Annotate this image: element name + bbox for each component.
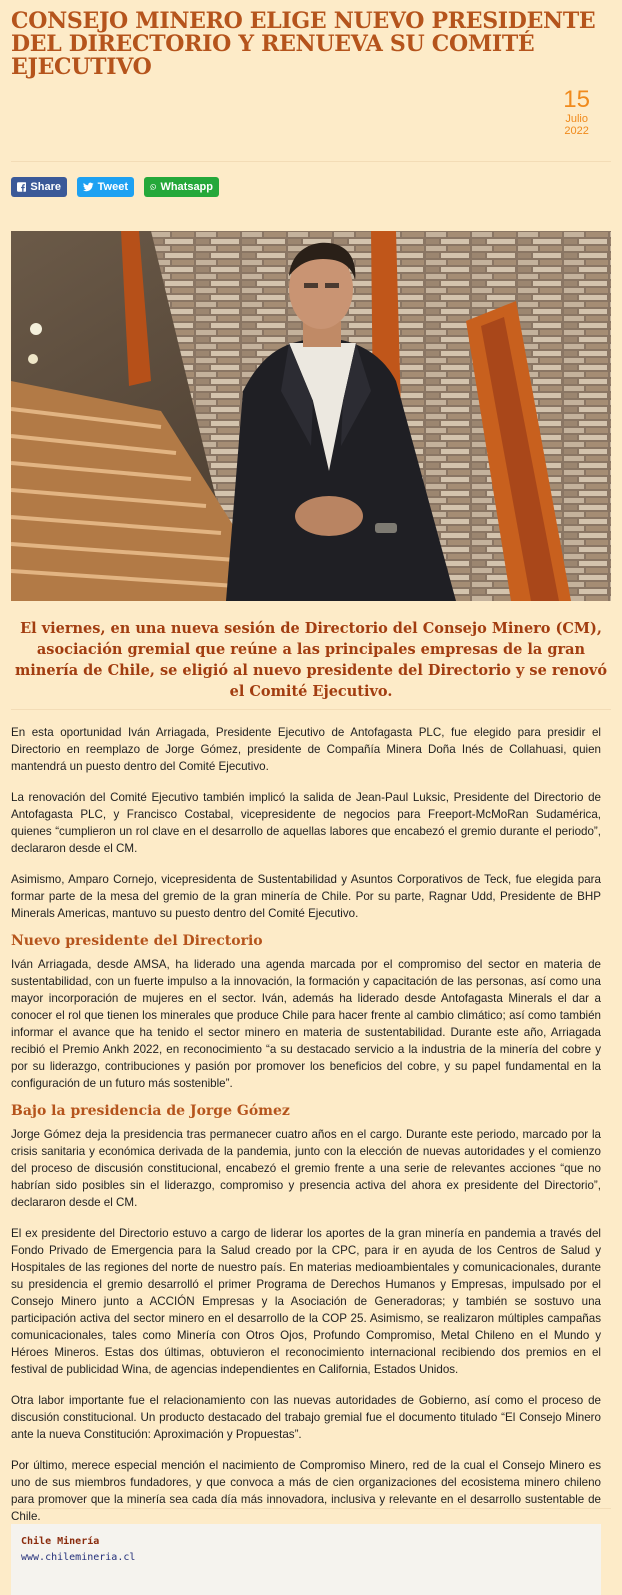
body-paragraph: El ex presidente del Directorio estuvo a cargo de liderar los aportes de la gran minería en pandemia a través del Fondo Privado de Emergencia para la Salud creado por la CPC, para ir en ayuda de los Centros de Salud y Hospitales de las regiones del norte de nuestro país. En materias medioambientales y comunicacionales, durante su presidencia el gremio desarrolló el primer Programa de Derechos Humanos y Empresas, impulsado por el Consejo Minero junto a ACCIÓN Empresas y la Asociación de Generadoras; y también se sostuvo una participación activa del sector minero en el desarrollo de la COP 25. Asimismo, se realizaron múltiples campañas comunicacionales, tales como Minería con Otros Ojos, Profundo Compromiso, Metal Chileno en el Mundo y Héroes Mineros. Estas dos últimas, obtuvieron el reconocimiento internacional recibiendo dos premios en el festival de publicidad Wina, de agencias independientes en California, Estados Unidos. xyxy=(11,1227,601,1376)
date-year: 2022 xyxy=(564,125,589,137)
facebook-icon xyxy=(17,181,26,193)
body-paragraph: Iván Arriagada, desde AMSA, ha liderado una agenda marcada por el compromiso del sector en materia de sustentabilidad, con un fuerte impulso a la innovación, la formación y capacitación de las personas, así como una mayor incorporación de mujeres en el sector. Iván, además ha liderado desde Antofagasta Minerals el dar a conocer el rol que tienen los minerales que produce Chile para hacer frente al cambio climático; así como también informar el avance que ha tenido el sector minero en materia de sustentabilidad. Durante este año, Arriagada recibió el Premio Ankh 2022, en reconocimiento “a su destacado servicio a la industria de la minería del cobre y por su liderazgo, contribuciones y pasión por promover los beneficios del cobre, y su papel fundamental en la configuración de un futuro más sostenible”. xyxy=(11,958,601,1090)
divider xyxy=(11,161,611,162)
facebook-share-label: Share xyxy=(30,181,61,193)
date-month: Julio xyxy=(565,113,588,125)
twitter-bird-icon xyxy=(83,182,94,192)
facebook-share-button[interactable] xyxy=(11,177,67,197)
body-paragraph: En esta oportunidad Iván Arriagada, Presidente Ejecutivo de Antofagasta PLC, fue elegido para presidir el Directorio en reemplazo de Jorge Gómez, presidente de Compañía Minera Doña Inés de Collahuasi, quien mantendrá un puesto dentro del Comité Ejecutivo. xyxy=(11,726,601,773)
twitter-tweet-label: Tweet xyxy=(97,181,128,193)
source-website-link[interactable]: www.chilemineria.cl xyxy=(21,1552,136,1563)
whatsapp-share-label: Whatsapp xyxy=(160,181,213,193)
body-paragraph: Asimismo, Amparo Cornejo, vicepresidenta de Sustentabilidad y Asuntos Corporativos de Teck, fue elegida para formar parte de la mesa del gremio de la gran minería de Chile. Por su parte, Ragnar Udd, Presidente de BHP Minerals Americas, mantuvo su puesto dentro del Comité Ejecutivo. xyxy=(11,873,601,920)
whatsapp-icon xyxy=(150,180,156,194)
article-body xyxy=(11,724,601,1539)
whatsapp-share-button[interactable] xyxy=(144,177,219,197)
portrait-photo-illustration xyxy=(11,231,611,601)
article-date xyxy=(563,87,590,137)
body-paragraph: Otra labor importante fue el relacionamiento con las nuevas autoridades de Gobierno, así como el proceso de discusión constitucional. Un producto destacado del trabajo gremial fue el documento titulado “El Consejo Minero ante la nueva Constitución: Aproximación y Propuestas”. xyxy=(11,1394,601,1441)
source-name: Chile Minería xyxy=(21,1536,100,1547)
body-paragraph: Jorge Gómez deja la presidencia tras permanecer cuatro años en el cargo. Durante este periodo, marcado por la crisis sanitaria y económica derivada de la pandemia, junto con la elección de nuevas autoridades y el comienzo del proceso de discusión constitucional, encabezó el gremio frente a una serie de relevantes acciones “que no habrían sido posibles sin el liderazgo, compromiso y presencia activa del ahora ex presidente del Directorio”, declararon desde el CM. xyxy=(11,1128,601,1209)
share-bar xyxy=(11,177,219,197)
article-photo xyxy=(11,231,611,601)
body-paragraph: Por último, merece especial mención el nacimiento de Compromiso Minero, red de la cual el Consejo Minero es uno de sus miembros fundadores, y que convoca a más de cien organizaciones del ecosistema minero chileno para promover que la minería sea cada día más innovadora, inclusiva y relevante en el desarrollo sustentable de Chile. xyxy=(11,1459,601,1523)
twitter-tweet-button[interactable] xyxy=(77,177,134,197)
date-day: 15 xyxy=(563,86,590,113)
section-heading: Bajo la presidencia de Jorge Gómez xyxy=(11,1103,290,1119)
article-lead: El viernes, en una nueva sesión de Directorio del Consejo Minero (CM), asociación gremial que reúne a las principales empresas de la gran minería de Chile, se eligió al nuevo presidente del Directorio y se renovó el Comité Ejecutivo. xyxy=(14,620,608,700)
source-footer xyxy=(11,1524,601,1595)
divider xyxy=(11,709,611,710)
body-paragraph: La renovación del Comité Ejecutivo también implicó la salida de Jean-Paul Luksic, Presidente del Directorio de Antofagasta PLC, y Francisco Costabal, vicepresidente de negocios para Freeport-McMoRan Sudamérica, quienes “cumplieron un rol clave en el desarrollo de aquellas labores que encabezó el gremio durante el periodo”, declararon desde el CM. xyxy=(11,791,601,855)
article-title: CONSEJO MINERO ELIGE NUEVO PRESIDENTE DEL DIRECTORIO Y RENUEVA SU COMITÉ EJECUTIVO xyxy=(11,8,596,80)
section-heading: Nuevo presidente del Directorio xyxy=(11,933,263,949)
divider xyxy=(11,1508,611,1509)
